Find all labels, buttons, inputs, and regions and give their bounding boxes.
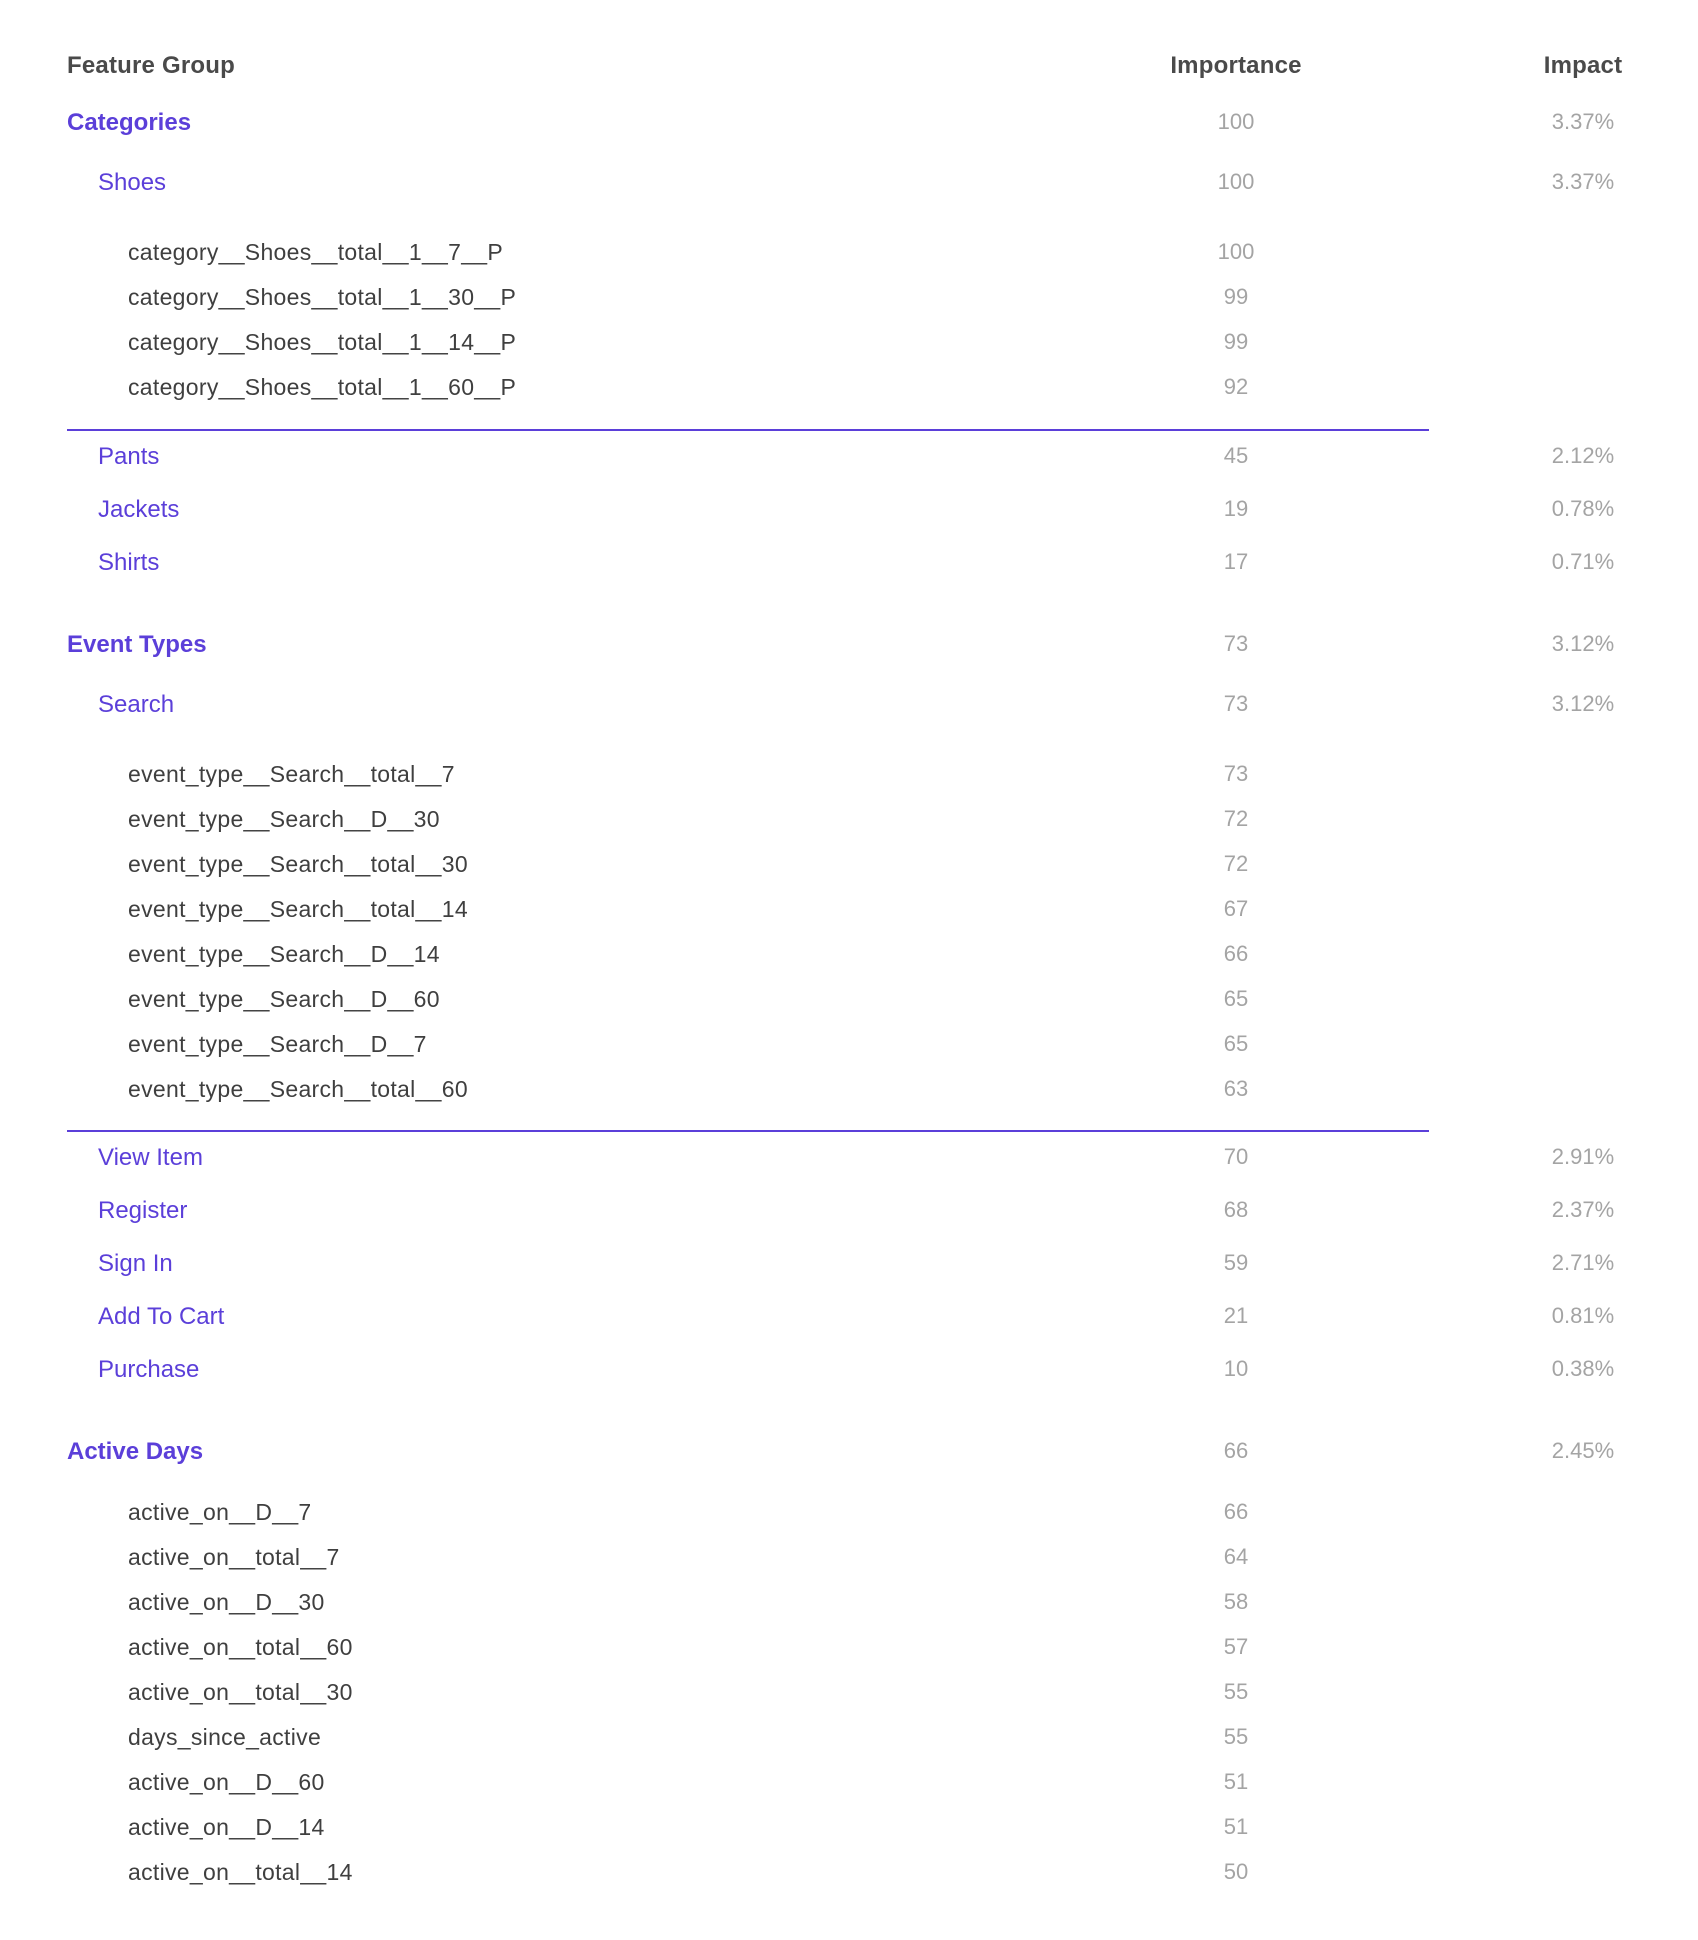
subgroup-name[interactable]: View Item <box>98 1144 203 1171</box>
subgroup-impact: 0.38% <box>1551 1356 1615 1381</box>
subgroup-name[interactable]: Jackets <box>98 496 180 523</box>
group-importance: 73 <box>1223 631 1249 656</box>
subgroup-importance: 73 <box>1223 691 1249 716</box>
feature-name: active_on__total__7 <box>128 1544 340 1570</box>
feature-importance: 58 <box>1223 1589 1249 1614</box>
feature-name: category__Shoes__total__1__60__P <box>128 374 517 400</box>
feature-importance: 72 <box>1223 806 1249 831</box>
group-impact: 3.37% <box>1551 109 1615 134</box>
group-impact: 2.45% <box>1551 1438 1615 1463</box>
feature-name: active_on__total__30 <box>128 1679 353 1705</box>
feature-name: event_type__Search__total__14 <box>128 896 468 922</box>
feature-importance: 63 <box>1223 1076 1249 1101</box>
feature-importance: 92 <box>1223 374 1249 399</box>
subgroup-importance: 10 <box>1223 1356 1249 1381</box>
subgroup-impact: 2.71% <box>1551 1250 1615 1275</box>
group-name[interactable]: Event Types <box>67 631 207 658</box>
feature-name: category__Shoes__total__1__7__P <box>128 239 504 265</box>
feature-importance: 51 <box>1223 1814 1249 1839</box>
feature-importance: 64 <box>1223 1544 1249 1569</box>
subgroup-name[interactable]: Register <box>98 1197 188 1224</box>
subgroup-impact: 2.37% <box>1551 1197 1615 1222</box>
subgroup-importance: 70 <box>1223 1144 1249 1169</box>
subgroup-impact: 0.78% <box>1551 496 1615 521</box>
expanded-section-divider <box>67 429 1429 431</box>
feature-importance: 99 <box>1223 284 1249 309</box>
subgroup-name[interactable]: Add To Cart <box>98 1303 225 1330</box>
subgroup-importance: 59 <box>1223 1250 1249 1275</box>
subgroup-name[interactable]: Pants <box>98 443 160 470</box>
subgroup-importance: 19 <box>1223 496 1249 521</box>
expanded-section-divider <box>67 1130 1429 1132</box>
group-importance: 100 <box>1217 109 1255 134</box>
feature-importance: 72 <box>1223 851 1249 876</box>
subgroup-name[interactable]: Shirts <box>98 549 160 576</box>
header-importance[interactable]: Importance <box>1170 52 1302 79</box>
feature-name: active_on__total__60 <box>128 1634 353 1660</box>
subgroup-importance: 68 <box>1223 1197 1249 1222</box>
group-impact: 3.12% <box>1551 631 1615 656</box>
subgroup-name[interactable]: Purchase <box>98 1356 200 1383</box>
subgroup-impact: 0.71% <box>1551 549 1615 574</box>
feature-name: event_type__Search__D__14 <box>128 941 440 967</box>
feature-importance: 67 <box>1223 896 1249 921</box>
feature-importance: 100 <box>1217 239 1255 264</box>
feature-importance: 57 <box>1223 1634 1249 1659</box>
feature-importance: 73 <box>1223 761 1249 786</box>
feature-name: days_since_active <box>128 1724 322 1750</box>
subgroup-impact: 2.91% <box>1551 1144 1615 1169</box>
subgroup-impact: 0.81% <box>1551 1303 1615 1328</box>
feature-importance: 66 <box>1223 1499 1249 1524</box>
feature-importance: 66 <box>1223 941 1249 966</box>
feature-name: event_type__Search__total__30 <box>128 851 468 877</box>
subgroup-name[interactable]: Shoes <box>98 169 167 196</box>
group-importance: 66 <box>1223 1438 1249 1463</box>
subgroup-importance: 21 <box>1223 1303 1249 1328</box>
feature-importance: 50 <box>1223 1859 1249 1884</box>
feature-importance: 51 <box>1223 1769 1249 1794</box>
feature-name: event_type__Search__D__7 <box>128 1031 427 1057</box>
feature-importance: 65 <box>1223 986 1249 1011</box>
feature-name: event_type__Search__D__60 <box>128 986 440 1012</box>
feature-importance: 65 <box>1223 1031 1249 1056</box>
feature-name: active_on__D__14 <box>128 1814 325 1840</box>
group-name[interactable]: Categories <box>67 109 192 136</box>
subgroup-impact: 3.37% <box>1551 169 1615 194</box>
feature-importance: 99 <box>1223 329 1249 354</box>
header-feature-group: Feature Group <box>67 52 235 79</box>
feature-name: category__Shoes__total__1__30__P <box>128 284 517 310</box>
feature-name: category__Shoes__total__1__14__P <box>128 329 517 355</box>
feature-importance: 55 <box>1223 1679 1249 1704</box>
feature-name: active_on__total__14 <box>128 1859 353 1885</box>
subgroup-importance: 45 <box>1223 443 1249 468</box>
feature-name: event_type__Search__total__60 <box>128 1076 468 1102</box>
subgroup-name[interactable]: Search <box>98 691 175 718</box>
feature-importance: 55 <box>1223 1724 1249 1749</box>
feature-name: active_on__D__7 <box>128 1499 312 1525</box>
feature-name: active_on__D__30 <box>128 1589 325 1615</box>
feature-name: active_on__D__60 <box>128 1769 325 1795</box>
subgroup-impact: 2.12% <box>1551 443 1615 468</box>
subgroup-importance: 17 <box>1223 549 1249 574</box>
subgroup-impact: 3.12% <box>1551 691 1615 716</box>
feature-name: event_type__Search__total__7 <box>128 761 455 787</box>
subgroup-importance: 100 <box>1217 169 1255 194</box>
header-impact[interactable]: Impact <box>1543 52 1623 79</box>
subgroup-name[interactable]: Sign In <box>98 1250 173 1277</box>
feature-name: event_type__Search__D__30 <box>128 806 440 832</box>
group-name[interactable]: Active Days <box>67 1438 204 1465</box>
